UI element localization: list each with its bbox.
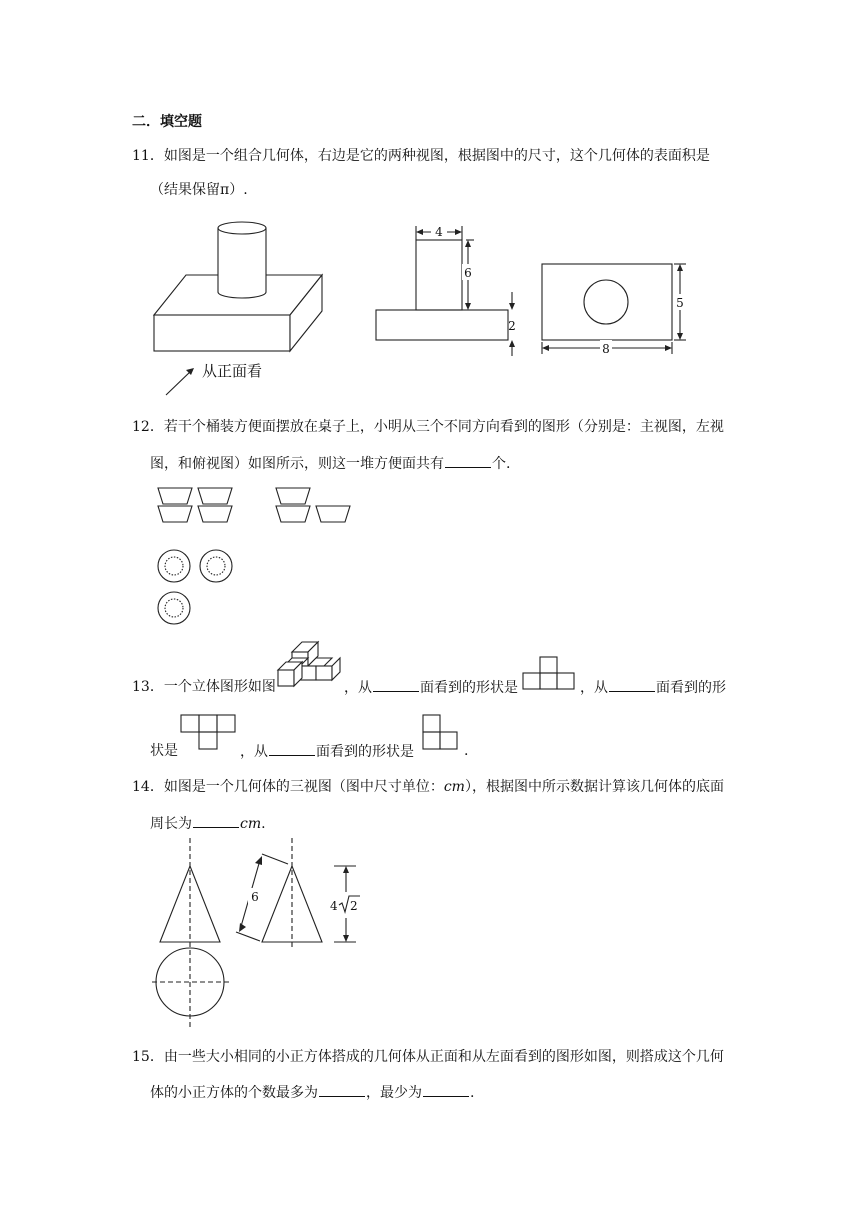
q13-end: . xyxy=(464,743,469,759)
q12-answer-blank[interactable] xyxy=(445,453,491,468)
q13-blank-3[interactable] xyxy=(269,741,315,756)
q14-left-view xyxy=(222,838,332,950)
q15-blank-min[interactable] xyxy=(423,1082,469,1097)
q14-text-2c: . xyxy=(261,816,266,832)
q12-text-1: 若干个桶装方便面摆放在桌子上，小明从三个不同方向看到的图形（分别是：主视图，左视 xyxy=(163,419,724,435)
q14-line1 xyxy=(132,777,724,797)
q11-front-label: 从正面看 xyxy=(202,362,263,380)
q14-text-2a: 周长为 xyxy=(150,816,192,832)
q12-top-view xyxy=(154,546,238,630)
q12-text-2a: 图，和俯视图）如图所示，则这一堆方便面共有 xyxy=(150,456,444,472)
q11-top-view xyxy=(538,258,698,362)
q12-line1 xyxy=(132,417,724,437)
q15-number: 15． xyxy=(132,1049,164,1065)
q13-blank-1[interactable] xyxy=(373,677,419,692)
q11-dim-width-right: 8 xyxy=(602,342,610,356)
q11-text-1: 如图是一个组合几何体，右边是它的两种视图，根据图中的尺寸，这个几何体的表面积是 xyxy=(163,148,710,164)
q11-number: 11． xyxy=(132,148,164,164)
q11-line2: （结果保留π）. xyxy=(150,182,248,198)
q14-unit-2: cm xyxy=(240,816,262,832)
q15-text-2c: . xyxy=(470,1085,475,1101)
q12-number: 12． xyxy=(132,419,164,435)
q13-number: 13． xyxy=(132,679,164,695)
q13-text-7: ，从 xyxy=(240,744,268,760)
q11-line1 xyxy=(132,146,710,166)
q14-height-coef: 4 xyxy=(330,899,338,913)
q13-line1-c xyxy=(580,677,726,698)
q13-line2-a: 状是 xyxy=(150,743,178,759)
q13-text-4: ，从 xyxy=(580,680,608,696)
q13-solid-figure xyxy=(272,640,342,692)
q14-unit: cm xyxy=(443,779,465,795)
q15-text-1: 由一些大小相同的小正方体搭成的几何体从正面和从左面看到的图形如图，则搭成这个几何 xyxy=(163,1049,724,1065)
q13-text-3: 面看到的形状是 xyxy=(420,680,518,696)
q13-shape-3 xyxy=(422,714,462,752)
q15-line1 xyxy=(132,1047,724,1067)
q12-left-view xyxy=(272,484,356,528)
q13-blank-2[interactable] xyxy=(609,677,655,692)
q13-shape-1 xyxy=(522,656,578,690)
q14-number: 14． xyxy=(132,779,164,795)
q13-line1-b xyxy=(344,677,518,698)
q14-answer-blank[interactable] xyxy=(193,813,239,828)
q11-dim-height-cyl: 6 xyxy=(464,266,472,280)
q11-front-view xyxy=(370,222,530,362)
q13-line1-a xyxy=(132,677,276,697)
q14-height-rad: 2 xyxy=(350,899,358,913)
q15-line2 xyxy=(150,1082,474,1103)
q14-text-1a: 如图是一个几何体的三视图（图中尺寸单位： xyxy=(163,779,444,795)
q11-dim-height-right: 5 xyxy=(676,296,684,310)
q13-text-1: 一个立体图形如图 xyxy=(163,679,276,695)
q13-line2-b xyxy=(240,741,414,762)
section-heading: 二．填空题 xyxy=(132,114,202,130)
q12-text-2b: 个. xyxy=(492,456,511,472)
q15-text-2a: 体的小正方体的个数最多为 xyxy=(150,1085,318,1101)
q14-text-1b: ），根据图中所示数据计算该几何体的底面 xyxy=(464,779,724,795)
q13-text-2: ，从 xyxy=(344,680,372,696)
q15-text-2b: ，最少为 xyxy=(366,1085,422,1101)
q11-dim-width-top: 4 xyxy=(435,225,443,239)
q12-line2 xyxy=(150,453,510,474)
q15-blank-max[interactable] xyxy=(319,1082,365,1097)
q12-front-view xyxy=(154,484,238,528)
q11-dim-height-base: 2 xyxy=(508,319,516,333)
q14-dim-slant: 6 xyxy=(251,890,259,904)
q14-height-dim xyxy=(326,862,376,946)
q13-text-5: 面看到的形 xyxy=(656,680,726,696)
q13-text-8: 面看到的形状是 xyxy=(316,744,414,760)
q13-shape-2 xyxy=(180,714,238,752)
q14-line2 xyxy=(150,813,266,834)
q11-solid-figure xyxy=(150,212,340,402)
